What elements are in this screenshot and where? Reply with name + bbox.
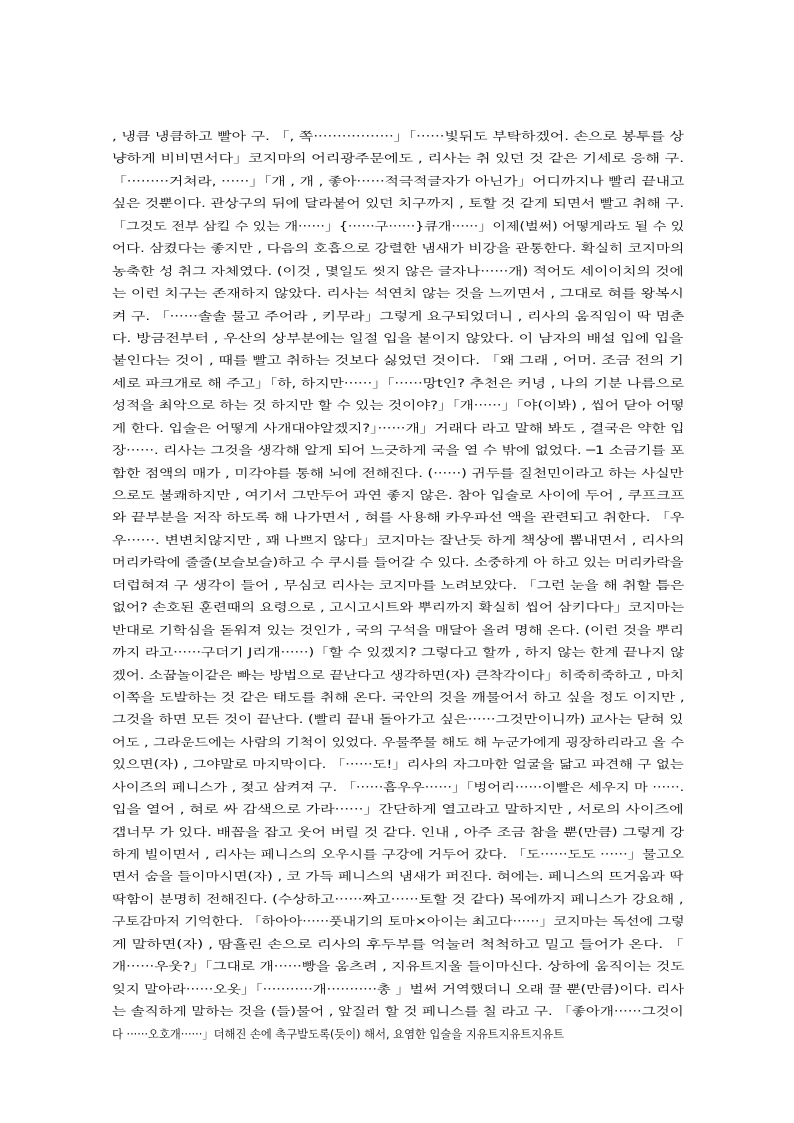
text-line: 구토감마저 기억한다. 「하아아······풋내기의 토마×아이는 최고다······」코지마는 독선에 그렇 [112, 915, 685, 929]
text-line: 냥하게 비비면서다」코지마의 어리광주문에도 , 리사는 취 있던 것 같은 기세로 응해 구. [112, 152, 685, 166]
text-line: 어도 , 그라운드에는 사람의 기척이 있었다. 우물쭈물 해도 해 누군가에게 굉장하리라고 올 수 [112, 735, 685, 749]
text-line: 면서 숨을 들이마시면(자) , 코 가득 페니스의 냄새가 퍼진다. 혀에는. 페니스의 뜨거움과 딱 [112, 870, 684, 884]
text-line: 「그것도 전부 삼킬 수 있는 개······」{······구······}큐개······」이제(벌써) 어떻게라도 될 수 있 [112, 219, 685, 233]
text-line: 붙인다는 것이 , 때를 빨고 취하는 것보다 싫었던 것이다. 「왜 그래 , 어머. 조금 전의 기 [112, 354, 684, 368]
text-line: 갭너무 가 있다. 배꼽을 잡고 웃어 버릴 것 같다. 인내 , 아주 조금 참을 뿐(만큼) 그렇게 강 [112, 825, 685, 839]
text-line: 이쪽을 도발하는 것 같은 태도를 취해 온다. 국안의 것을 깨물어서 하고 싶을 정도 이지만 , [112, 690, 685, 704]
text-line: 게 한다. 입술은 어떻게 사개대야알겠지?」······개」거래다 라고 말해 봐도 , 결국은 약한 입 [112, 421, 685, 435]
text-line: 으로도 불쾌하지만 , 여기서 그만두어 과연 좋지 않은. 참아 입술로 사이에 두어 , 쿠프크프 [112, 489, 685, 502]
text-line: 「·········거쳐라, ······」「개 , 개 , 좋아······적극적글자가 아닌가」어디까지나 빨리 끝내고 [112, 174, 685, 188]
text-line: 는 이런 치구는 존재하지 않았다. 리사는 석연치 않는 것을 느끼면서 , 그대로 혀를 왕복시 [112, 287, 684, 301]
text-line: 까지 라고······구더기 J리개······)「할 수 있겠지? 그렇다고 할까 , 하지 않는 한계 끝나지 않 [112, 646, 685, 660]
text-line: 개······우웃?」「그대로 개······빵을 움츠려 , 지유트지울 들이마신다. 상하에 움직이는 것도 [112, 960, 685, 974]
text-line: 세로 파크개로 해 주고」「하, 하지만······」「······망t인? 추천은 커녕 , 나의 기분 나름으로 [112, 376, 685, 390]
text-line: 성적을 최악으로 하는 것 하지만 할 수 있는 것이야?」「개······」「야(이봐) , 씹어 닫아 어떻 [112, 399, 685, 413]
text-line: 어다. 삼켰다는 좋지만 , 다음의 호흡으로 강렬한 냄새가 비강을 관통한다. 확실히 코지마의 [112, 242, 685, 256]
text-line: 없어? 손호된 훈련때의 요령으로 , 고시고시트와 뿌리까지 확실히 씹어 삼키다다」코지마는 [112, 601, 685, 615]
text-line: 농축한 성 취그 자체였다. (이것 , 몇일도 씻지 않은 글자나······개) 적어도 세이이치의 것에 [112, 264, 684, 278]
text-line: 그것을 하면 모든 것이 끝난다. (빨리 끝내 돌아가고 싶은······그것만이니까) 교사는 닫혀 있 [112, 713, 684, 727]
text-line: 반대로 기학심을 돋워져 있는 것인가 , 국의 구석을 매달아 올려 명해 온다. (이런 것을 뿌리 [112, 623, 684, 637]
body-text [112, 126, 684, 1046]
text-line: 는 솔직하게 말하는 것을 (들)물어 , 앞질러 할 것 페니스를 칠 라고 구. 「좋아개······그것이 [112, 1005, 684, 1019]
text-line: 딱함이 분명히 전해진다. (수상하고······짜고······토할 것 같다) 목에까지 페니스가 강요해 , [112, 892, 684, 906]
text-line: 있으면(자) , 그야말로 마지막이다. 「······도!」리사의 자그마한 얼굴을 닮고 파견해 구 없는 [112, 758, 684, 772]
text-line: 다 ······오호개······」더해진 손에 촉구발도록(듯이) 해서, 요염한 입술을 지유트지유트지유트 [112, 1027, 565, 1041]
text-line: 잊지 말아라······오옷」「···········개···········총 」벌써 거역했더니 오래 끌 뿐(만큼)이다. 리사 [112, 982, 685, 996]
text-line: 겠어. 소꿉놀이같은 빠는 방법으로 끝난다고 생각하면(자) 큰착각이다」히죽히죽하고 , 마치 [112, 668, 684, 682]
text-line: 와 끝부분을 저작 하도록 해 나가면서 , 혀를 사용해 카우파선 액을 관련되고 취한다. 「우 [112, 511, 685, 525]
text-line: 더럽혀져 구 생각이 들어 , 무심코 리사는 코지마를 노려보았다. 「그런 눈을 해 취할 틈은 [112, 578, 685, 592]
text-line: , 냉큼 냉큼하고 빨아 구. 「, 쪽·················」「······빛뒤도 부탁하겠어. 손으로 봉투를 상 [112, 130, 684, 143]
text-line: 함한 점액의 매가 , 미각야를 통해 뇌에 전해진다. (······) 귀두를 질천민이라고 하는 사실만 [112, 466, 684, 480]
text-line: 장······. 리사는 그것을 생각해 알게 되어 느긋하게 국을 열 수 밖에 없었다. ─1 소금기를 포 [112, 444, 685, 458]
text-line: 게 말하면(자) , 땀흘린 손으로 리사의 후두부를 억눌러 척척하고 밀고 들어가 온다. 「 [112, 937, 684, 951]
text-line: 켜 구. 「······솔솔 물고 주어라 , 키무라」그렇게 요구되었더니 , 리사의 움직임이 딱 멈춘 [112, 309, 685, 323]
text-line: 입을 열어 , 혀로 싸 감색으로 가라······」간단하게 열고라고 말하지만 , 서로의 사이즈에 [112, 803, 684, 817]
text-line: 우······. 변변치않지만 , 꽤 나쁘지 않다」코지마는 잘난듯 하게 책상에 뽐내면서 , 리사의 [112, 533, 685, 547]
text-line: 머리카락에 줄줄(보슬보슬)하고 수 쿠시를 들어갈 수 있다. 소중하게 아 하고 있는 머리카락을 [112, 556, 684, 570]
text-line: 하게 빌이면서 , 리사는 페니스의 오우시를 구강에 거두어 갔다. 「도······도도 ······」물고오 [112, 848, 685, 861]
text-line: 다. 방금전부터 , 우산의 상부분에는 일절 입을 붙이지 않았다. 이 남자의 배설 입에 입을 [112, 331, 684, 345]
text-line: 싶은 것뿐이다. 관상구의 뒤에 달라붙어 있던 치구까지 , 토할 것 같게 되면서 빨고 취해 구. [112, 197, 684, 211]
text-line: 사이즈의 페니스가 , 젖고 삼켜져 구. 「······흠우우······」「벙어리······이빨은 세우지 마 ······. [112, 780, 685, 794]
